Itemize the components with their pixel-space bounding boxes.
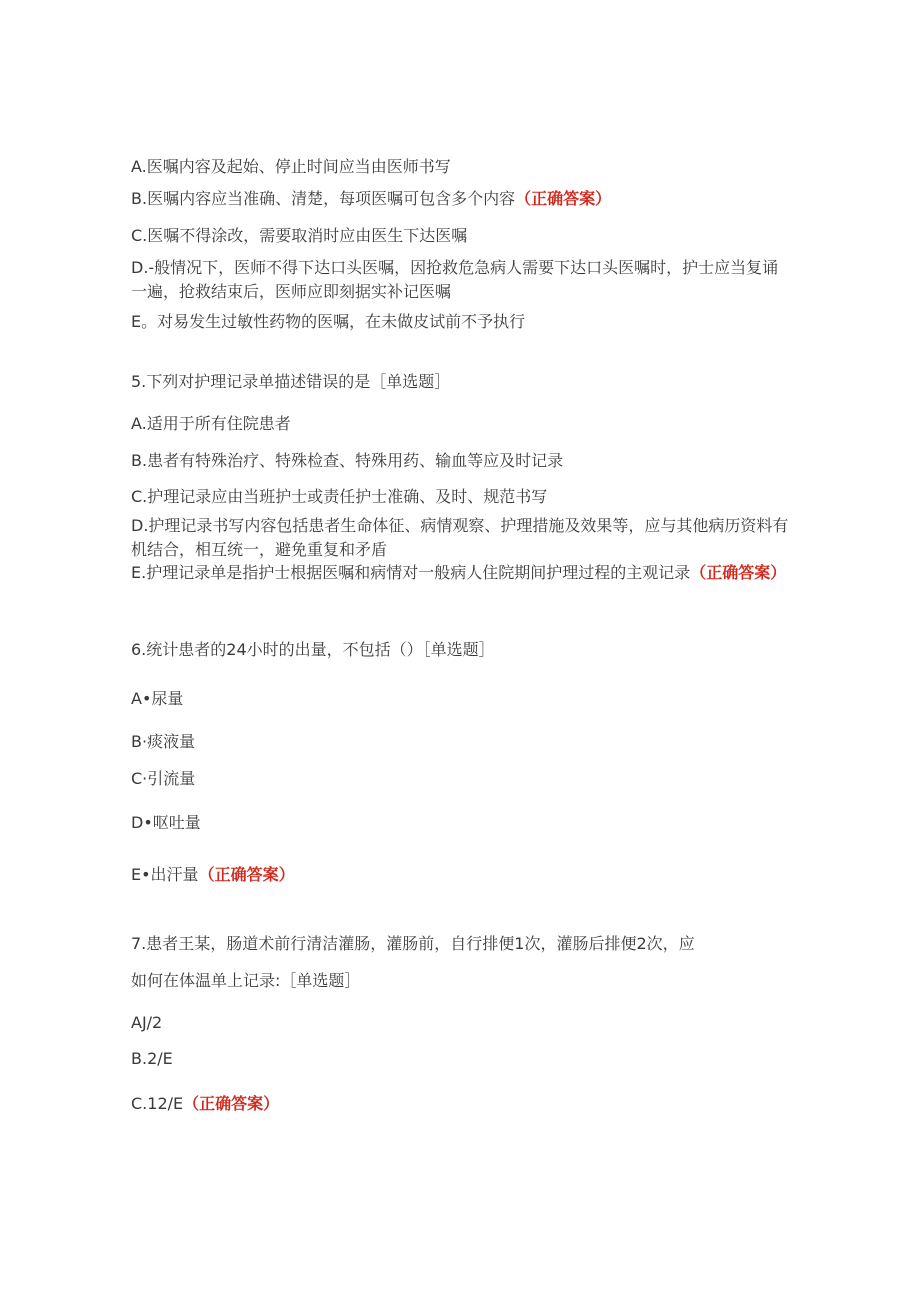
correct-answer-mark: （正确答案） (183, 1094, 280, 1113)
q6-question: 6.统计患者的24小时的出量，不包括（）［单选题］ (131, 640, 495, 659)
q6-option-b: B·痰液量 (131, 732, 196, 751)
q4-option-b: B.医嘱内容应当准确、清楚，每项医嘱可包含多个内容（正确答案） (131, 189, 612, 208)
q4-option-e: E。对易发生过敏性药物的医嘱，在未做皮试前不予执行 (131, 312, 526, 331)
q5-option-d: D.护理记录书写内容包括患者生命体征、病情观察、护理措施及效果等，应与其他病历资料有机结合，相互统一，避免重复和矛盾 (131, 516, 789, 559)
q6-option-a: A•尿量 (131, 689, 184, 708)
correct-answer-mark: （正确答案） (198, 865, 295, 884)
q6-option-c: C·引流量 (131, 769, 196, 788)
q4-option-d: D.-般情况下，医师不得下达口头医嘱，因抢救危急病人需要下达口头医嘱时，护士应当复诵一遍，抢救结束后，医师应即刻据实补记医嘱 (131, 258, 779, 301)
q6-option-d: D•呕吐量 (131, 813, 201, 832)
q4-option-a: A.医嘱内容及起始、停止时间应当由医师书写 (131, 157, 451, 176)
q6-option-e: E•出汗量（正确答案） (131, 865, 295, 884)
q7-question-line-1: 7.患者王某，肠道术前行清洁灌肠，灌肠前，自行排便1次，灌肠后排便2次，应 (131, 934, 695, 953)
q5-option-e: E.护理记录单是指护士根据医嘱和病情对一般病人住院期间护理过程的主观记录（正确答案） (131, 563, 787, 582)
q7-option-a: AJ/2 (131, 1013, 163, 1032)
q5-option-a: A.适用于所有住院患者 (131, 414, 291, 433)
q4-option-c: C.医嘱不得涂改，需要取消时应由医生下达医嘱 (131, 226, 468, 245)
q5-question: 5.下列对护理记录单描述错误的是［单选题］ (131, 372, 451, 391)
q5-option-b: B.患者有特殊治疗、特殊检查、特殊用药、输血等应及时记录 (131, 451, 564, 470)
q5-option-c: C.护理记录应由当班护士或责任护士准确、及时、规范书写 (131, 487, 548, 506)
q7-question-line-2: 如何在体温单上记录:［单选题］ (131, 971, 361, 990)
q7-option-c: C.12∕E（正确答案） (131, 1094, 280, 1113)
correct-answer-mark: （正确答案） (690, 563, 787, 582)
q7-option-b: B.2/E (131, 1049, 173, 1068)
correct-answer-mark: （正确答案） (515, 189, 612, 208)
